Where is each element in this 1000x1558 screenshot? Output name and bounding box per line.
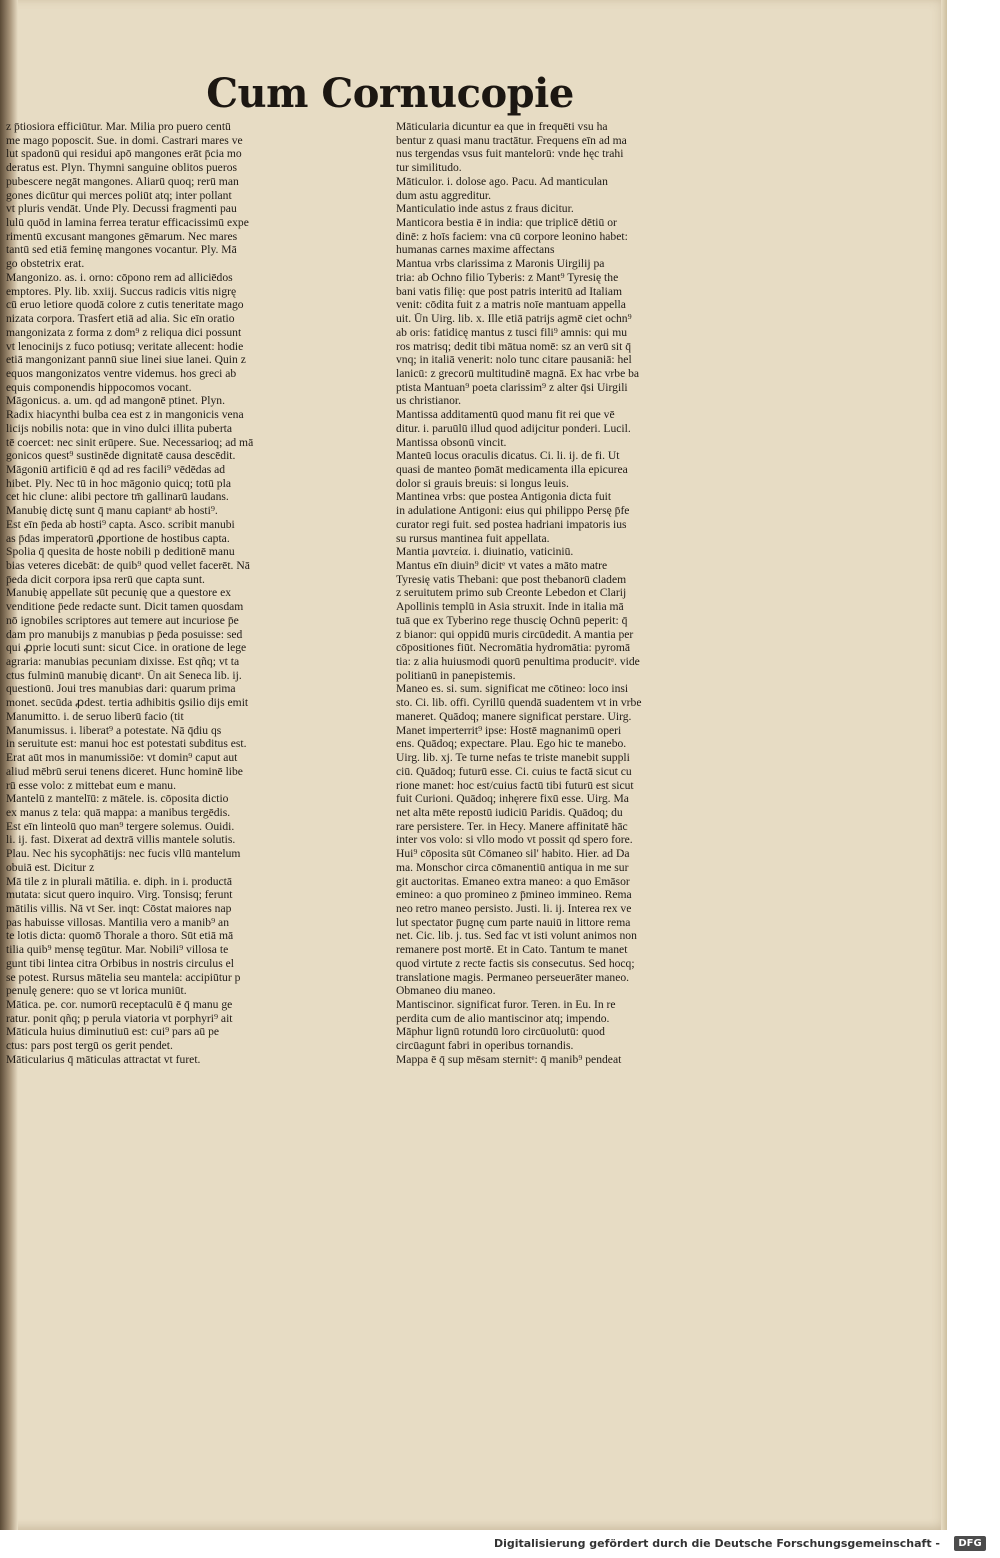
page-title: Cum Cornucopie xyxy=(206,70,574,117)
text-line: Plau. Nec his sycophātijs: nec fucis vllū mantelum xyxy=(6,847,241,861)
text-line: dum astu aggreditur. xyxy=(396,188,491,202)
text-line: ciū. Quādoq; futurū esse. Ci. cuius te factā sicut cu xyxy=(396,764,632,778)
text-line: Mappa ē q̄ sup mēsam sternitᵉ: q̄ manib⁹ pendeat xyxy=(396,1052,622,1066)
text-line: Mantelū z mantelīū: z mātele. is. cōposita dictio xyxy=(6,792,229,806)
text-line: net alta mēte repostū iudiciū Paridis. Quādoq; du xyxy=(396,805,623,819)
text-line: ctus: pars post tergū os gerit pendet. xyxy=(6,1039,173,1053)
text-line: cōpositiones fiūt. Necromātia hydromātia: pyromā xyxy=(396,641,631,655)
text-line: tur similitudo. xyxy=(396,161,462,175)
text-line: qui ꝓprie locuti sunt: sicut Cice. in oratione de lege xyxy=(6,641,247,655)
text-line: z bianor: qui oppidū muris circūdedit. A mantia per xyxy=(396,627,634,641)
text-line: Hui⁹ cōposita sūt Cōmaneo sil' habito. Hier. ad Da xyxy=(396,847,630,861)
text-line: nizata corpora. Trasfert etiā ad alia. Sic eīn oratio xyxy=(6,312,235,326)
text-line: ptista Mantuan⁹ poeta clarissim⁹ z alter q̄si Uirgili xyxy=(396,380,628,394)
text-line: Mā tile z in plurali mātilia. e. diph. in i. productā xyxy=(6,874,233,888)
text-line: gonicos quest⁹ sustinēde dignitatē causa descēdit. xyxy=(6,449,236,463)
text-line: ratur. ponit qñq; p perula viatoria vt porphyri⁹ ait xyxy=(6,1011,233,1025)
text-line: Manumitto. i. de seruo liberū facio (tit xyxy=(6,709,184,723)
text-line: me mago poposcit. Sue. in domi. Castrari mares ve xyxy=(6,133,243,147)
text-line: ros matrisq; dedit tibi mātua nomē: sz an verū sit q̄ xyxy=(396,339,632,353)
text-line: nus tergendas vsus fuit mantelorū: vnde hęc trahi xyxy=(396,147,624,161)
text-line: pas habuisse villosas. Mantilia vero a manib⁹ an xyxy=(6,915,229,929)
text-line: Mantua vrbs clarissima z Maronis Uirgilij pa xyxy=(396,257,605,271)
text-line: Est eīn linteolū quo man⁹ tergere solemus. Ouidi. xyxy=(6,819,235,833)
text-line: humanas carnes maxime affectans xyxy=(396,243,555,257)
text-line: politianū in panepistemis. xyxy=(396,668,516,682)
text-line: lut spadonū qui residui apō mangones erāt p̄cia mo xyxy=(6,147,242,161)
text-line: Apollinis templū in Asia struxit. Inde in italia mā xyxy=(396,600,624,614)
text-line: ctus fulminū manubię dicantᵉ. Ūn ait Seneca lib. ij. xyxy=(6,668,242,682)
text-line: li. ij. fast. Dixerat ad dextrā villis mantele solutis. xyxy=(6,833,236,847)
text-line: cū eruo letiore quodā colore z cutis teneritate mago xyxy=(6,298,244,312)
text-line: Tyresię vatis Thebani: que post thebanorū cladem xyxy=(396,572,627,586)
text-line: dam pro manubijs z manubias p p̄eda posuisse: sed xyxy=(6,627,243,641)
text-line: Est eīn p̄eda ab hosti⁹ capta. Asco. scribit manubi xyxy=(6,517,235,531)
page-edge xyxy=(941,0,947,1530)
text-line: fuit Curioni. Quādoq; inhęrere fixū esse. Uirg. Ma xyxy=(396,792,629,806)
text-line: quasi de manteo p̄omāt medicamenta illa epicurea xyxy=(396,462,628,476)
text-line: licijs nobilis nota: que in vino dulci illita puberta xyxy=(6,421,233,435)
text-line: rione manet: hoc est/cuius factū tibi futurū est sicut xyxy=(396,778,634,792)
text-line: Mangonizo. as. i. orno: cōpono rem ad alliciēdos xyxy=(6,270,233,284)
text-line: equis componendis hippocomos vocant. xyxy=(6,380,192,394)
text-line: maneret. Quādoq; manere significat perstare. Uirg. xyxy=(396,709,632,723)
text-line: neo retro maneo persisto. Justi. li. ij. Interea rex ve xyxy=(396,901,632,915)
text-line: agraria: manubias pecuniam dixisse. Est qñq; vt ta xyxy=(6,655,240,669)
text-line: rare persistere. Ter. in Hecy. Manere affinitatē hāc xyxy=(396,819,628,833)
text-line: Mantus eīn diuin⁹ dicitᵉ vt vates a māto matre xyxy=(396,559,608,572)
text-line: dolor si grauis breuis: si longus leuis. xyxy=(396,476,569,490)
text-line: equos mangonizatos ventre videmus. hos greci ab xyxy=(6,366,237,380)
text-line: dinē: z hoīs faciem: vna cū corpore leonino habet: xyxy=(396,229,628,243)
text-line: uit. Ūn Uirg. lib. x. Ille etiā patrijs agmē ciet ochn⁹ xyxy=(396,312,632,326)
text-line: us christianor. xyxy=(396,394,462,408)
left-text-column xyxy=(6,120,376,1067)
text-line: remanere post mortē. Et in Cato. Tantum te manet xyxy=(396,943,628,957)
text-line: mangonizata z forma z dom⁹ z reliqua dici possunt xyxy=(6,325,242,339)
text-line: gunt tibi lintea citra Orbibus in nostris circulus el xyxy=(6,956,234,970)
text-line: Māticularia dicuntur ea que in frequēti vsu ha xyxy=(396,120,608,133)
text-line: vt pluris vendāt. Unde Ply. Decussi fragmenti pau xyxy=(6,202,237,216)
text-line: hibet. Ply. Nec tū in hoc māgonio quicq; totū pla xyxy=(6,476,231,490)
text-line: circūagunt fabri in operibus tornandis. xyxy=(396,1039,574,1053)
text-line: Māticula huius diminutiuū est: cui⁹ pars aū pe xyxy=(6,1025,220,1039)
text-line: cet hic clune: alibi pectore tm̄ gallinarū laudans. xyxy=(6,490,229,504)
footer-bar xyxy=(0,1530,1000,1558)
text-line: obuiā est. Dicitur z xyxy=(6,860,95,874)
text-line: z p̄tiosiora efficiūtur. Mar. Milia pro puero centū xyxy=(6,120,231,133)
text-line: Manubię dictę sunt q̄ manu capiantᵉ ab hosti⁹. xyxy=(6,504,218,518)
funding-notice: Digitalisierung gefördert durch die Deutsche Forschungsgemeinschaft - xyxy=(493,1537,940,1550)
text-line: tilia quib⁹ mensę tegūtur. Mar. Nobili⁹ villosa te xyxy=(6,943,229,957)
text-line: sto. Ci. lib. offi. Cyrillū quendā suadentem vt in vrbe xyxy=(396,696,642,710)
text-line: go obstetrix erat. xyxy=(6,257,85,271)
right-text-column xyxy=(396,120,766,1067)
text-line: p̄eda dicit corpora ipsa rerū que capta sunt. xyxy=(6,572,205,586)
text-line: emptores. Ply. lib. xxiij. Succus radicis vitis nigrę xyxy=(6,284,237,298)
text-line: Mantiscinor. significat furor. Teren. in Eu. In re xyxy=(396,998,616,1011)
text-line: tia: z alia huiusmodi quorū penultima producitᵉ. vide xyxy=(396,655,640,669)
text-line: Mantissa obsonū vincit. xyxy=(396,435,507,449)
text-line: lut spectator p̄ugnę cum parte nauiū in littore rema xyxy=(396,915,631,929)
text-line: Uirg. lib. xj. Te turne nefas te triste manebit suppli xyxy=(396,751,630,765)
text-line: se potest. Rursus mātelia seu mantela: accipiūtur p xyxy=(6,970,241,984)
text-line: emineo: a quo promineo z p̄mineo immineo. Rema xyxy=(396,888,632,902)
text-line: Erat aūt mos in manumissiōe: vt domin⁹ caput aut xyxy=(6,751,238,765)
dfg-logo: DFG xyxy=(954,1536,986,1551)
text-line: deratus est. Plyn. Thymni sanguine oblitos pueros xyxy=(6,161,237,175)
text-line: git auctoritas. Emaneo extra maneo: a quo Emāsor xyxy=(396,874,630,888)
text-line: z seruitutem primo sub Creonte Lebedon et Clarij xyxy=(396,586,627,600)
text-line: gones dicūtur qui merces poliūt atq; inter pollant xyxy=(6,188,232,202)
text-line: Mantia μαντεία. i. diuinatio, vaticiniū. xyxy=(396,545,574,559)
text-line: in adulatione Antigoni: eius qui philippo Persę p̄fe xyxy=(396,504,630,518)
text-line: ens. Quādoq; expectare. Plau. Ego hic te manebo. xyxy=(396,737,627,751)
text-line: Manet imperterrit⁹ ipse: Hostē magnanimū operi xyxy=(396,723,622,737)
text-line: vnq; in italiā venerit: nolo tunc citare pausaniā: hel xyxy=(396,353,632,367)
text-line: lanicū: z grecorū multitudinē magnā. Ex hac vrbe ba xyxy=(396,366,640,380)
text-line: pubescere negāt mangones. Aliarū quoq; rerū man xyxy=(6,174,239,188)
text-line: rū esse volo: z mittebat eum e manu. xyxy=(6,778,176,792)
text-line: translatione magis. Permaneo perseuerāter maneo. xyxy=(396,970,630,984)
text-line: vt lenocinijs z fuco potiusq; veritate allecent: hodie xyxy=(6,339,244,353)
text-line: perdita cum de alio mantiscinor atq; impendo. xyxy=(396,1011,610,1025)
text-line: lulū quōd in lamina ferrea teratur efficacissimū expe xyxy=(6,216,249,230)
text-line: Manticulatio inde astus z fraus dicitur. xyxy=(396,202,574,216)
text-line: monet. secūda ꝓdest. tertia adhibitis ꝯsilio dijs emit xyxy=(6,696,249,710)
text-line: Spolia q̄ quesita de hoste nobili p deditionē manu xyxy=(6,545,235,559)
text-line: bentur z quasi manu tractātur. Frequens eīn ad ma xyxy=(396,133,627,147)
text-line: te lotis dicta: quomō Thorale a thoro. Sūt etiā mā xyxy=(6,929,234,943)
text-line: venditione p̄ede redacte sunt. Dicit tamen quosdam xyxy=(6,600,244,614)
text-line: tantū sed etiā feminę mangones vocantur. Ply. Mā xyxy=(6,243,237,257)
text-line: aliud mēbrū serui tenens diceret. Hunc hominē libe xyxy=(6,764,243,778)
text-line: Manumissus. i. liberat⁹ a potestate. Nā q̄diu qs xyxy=(6,723,222,737)
text-line: questionū. Joui tres manubias dari: quarum prima xyxy=(6,682,236,696)
text-line: Mātica. pe. cor. numorū receptaculū ē q̄ manu ge xyxy=(6,998,233,1011)
text-line: mātilis villis. Nā vt Ser. inqt: Cōstat maiores nap xyxy=(6,901,232,915)
text-line: Māgonicus. a. um. qd ad mangonē ptinet. Plyn. xyxy=(6,394,225,408)
text-line: penulę genere: quo se vt lorica muniūt. xyxy=(6,984,187,998)
text-line: tē coercet: nec sinit erūpere. Sue. Necessarioq; ad mā xyxy=(6,435,254,449)
text-line: Māgoniū artificiū ē qd ad res facili⁹ vēdēdas ad xyxy=(6,462,226,476)
text-line: Māticulor. i. dolose ago. Pacu. Ad manticulan xyxy=(396,174,608,188)
text-line: Radix hiacynthi bulba cea est z in mangonicis vena xyxy=(6,408,244,422)
text-line: Mantinea vrbs: que postea Antigonia dicta fuit xyxy=(396,490,612,504)
text-line: su rursus mantinea fuit appellata. xyxy=(396,531,550,545)
text-line: ma. Monschor circa cōmanentiū antiqua in me sur xyxy=(396,860,629,874)
text-line: Manubię appellate sūt pecunię que a questore ex xyxy=(6,586,232,600)
text-line: mutata: sicut quero inquiro. Virg. Tonsisq; ferunt xyxy=(6,888,233,902)
text-line: inter vos volo: si vllo modo vt possit qd spero fore. xyxy=(396,833,633,847)
text-line: Maneo es. si. sum. significat me cōtineo: loco insi xyxy=(396,682,629,696)
text-line: rimentū excusant mangones gēmarum. Nec mares xyxy=(6,229,238,243)
text-line: Obmaneo diu maneo. xyxy=(396,984,496,998)
text-line: venit: cōdita fuit z a matris noīe mantuam appella xyxy=(396,298,626,312)
text-line: Manticora bestia ē in india: que triplicē dētiū or xyxy=(396,216,617,230)
text-line: as p̄das imperatorū ꝓportione de hostibus capta. xyxy=(6,531,230,545)
text-line: net. Cic. lib. j. tus. Sed fac vt isti volunt animos non xyxy=(396,929,637,943)
text-line: bani vatis filię: que post patris interitū ad Italiam xyxy=(396,284,623,298)
text-line: Māphur lignū rotundū loro circūuolutū: quod xyxy=(396,1025,605,1039)
text-line: quod virtute z recte factis sis consecutus. Sed hocq; xyxy=(396,956,635,970)
text-line: in seruitute est: manui hoc est potestati subditus est. xyxy=(6,737,247,751)
text-line: ex manus z tela: quā mappa: a manibus tergēdis. xyxy=(6,805,231,819)
text-line: ditur. i. paruūlū illud quod adijcitur ponderi. Lucil. xyxy=(396,421,631,435)
text-line: tria: ab Ochno filio Tyberis: z Mant⁹ Tyresię the xyxy=(396,270,619,284)
text-line: ab oris: fatidicę mantus z tusci fili⁹ amnis: qui mu xyxy=(396,325,628,339)
text-line: Māticularius q̄ māticulas attractat vt furet. xyxy=(6,1052,201,1066)
text-line: Mantissa additamentū quod manu fit rei que vē xyxy=(396,408,615,422)
text-line: etiā mangonizant pannū siue linei siue lanei. Quin z xyxy=(6,353,246,367)
text-line: tuā que ex Tyberino rege thuscię Ochnū peperit: q̄ xyxy=(396,613,628,627)
text-line: nō ignobiles scriptores aut temere aut incuriose p̄e xyxy=(6,613,239,627)
text-line: Manteū locus oraculis dicatus. Ci. li. ij. de fi. Ut xyxy=(396,449,620,463)
text-line: bias veteres dicebāt: de quib⁹ quod vellet facerēt. Nā xyxy=(6,559,250,572)
text-line: curator regi fuit. sed postea hadriani impatoris ius xyxy=(396,517,627,531)
